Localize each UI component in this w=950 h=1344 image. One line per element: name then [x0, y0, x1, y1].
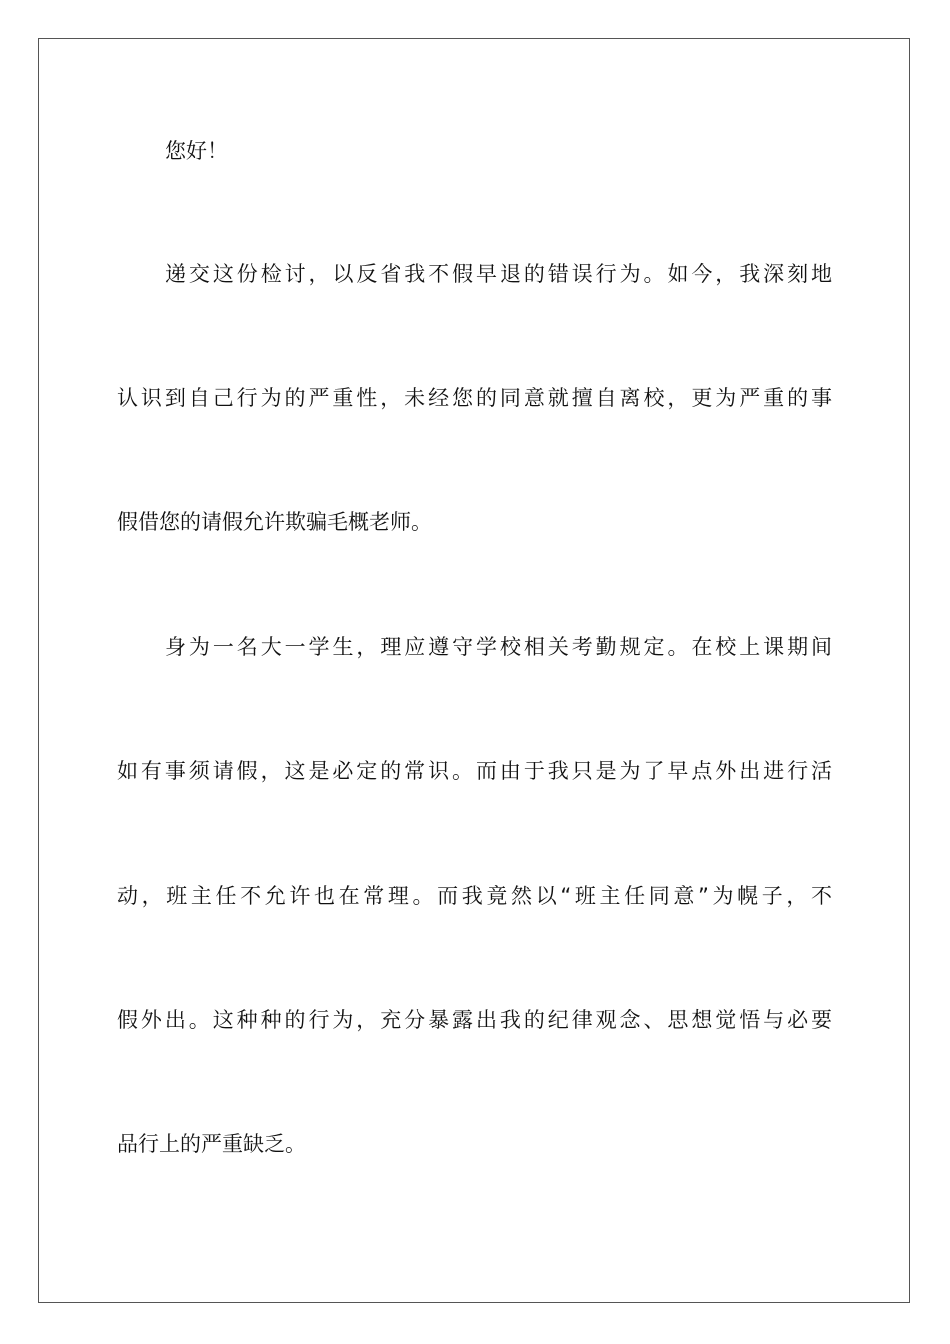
paragraph-2-line-1: 身为一名大一学生，理应遵守学校相关考勤规定。在校上课期间	[165, 635, 832, 659]
paragraph-2-line-4: 假外出。这种种的行为，充分暴露出我的纪律观念、思想觉悟与必要	[117, 1008, 832, 1032]
paragraph-1-line-3: 假借您的请假允许欺骗毛概老师。	[117, 510, 432, 534]
paragraph-1-line-2: 认识到自己行为的严重性，未经您的同意就擅自离校，更为严重的事	[117, 386, 832, 410]
greeting: 您好！	[165, 139, 228, 163]
page-border	[38, 38, 910, 1303]
paragraph-2-line-5: 品行上的严重缺乏。	[117, 1132, 306, 1156]
paragraph-2-line-2: 如有事须请假，这是必定的常识。而由于我只是为了早点外出进行活	[117, 759, 832, 783]
paragraph-2-line-3: 动，班主任不允许也在常理。而我竟然以“班主任同意”为幌子，不	[117, 884, 832, 908]
paragraph-1-line-1: 递交这份检讨，以反省我不假早退的错误行为。如今，我深刻地	[165, 262, 832, 286]
